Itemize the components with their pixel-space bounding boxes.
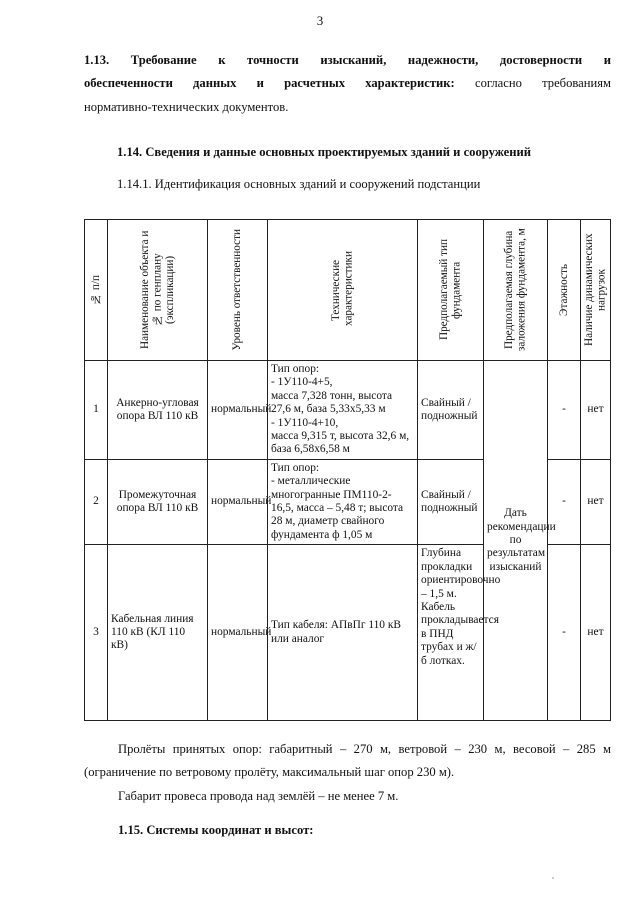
header-dynamic: Наличие динамических нагрузок: [581, 220, 611, 361]
identification-table: [84, 219, 611, 721]
header-name: Наименование объекта и № по генплану (экспликации): [108, 220, 208, 361]
section-113-line3: нормативно-технических документов.: [84, 100, 289, 114]
row-num: 1: [85, 361, 108, 460]
section-113-line2: [84, 72, 611, 96]
row-name: Промежуточная опора ВЛ 110 кВ: [108, 459, 208, 544]
section-114-subtitle: 1.14.1. Идентификация основных зданий и сооружений подстанции: [117, 177, 481, 191]
row-floors: -: [548, 459, 581, 544]
header-num: № п/п: [85, 220, 108, 361]
row-level: нормальный: [208, 361, 268, 460]
spans-para-line2: (ограничение по ветровому пролёту, максимальный шаг опор 230 м).: [84, 765, 455, 779]
section-115-title: 1.15. Системы координат и высот:: [118, 823, 314, 837]
row-name: Кабельная линия 110 кВ (КЛ 110 кВ): [108, 545, 208, 721]
row-foundation: Свайный / подножный: [418, 361, 484, 460]
page-number: 3: [316, 13, 324, 28]
clearance-para: Габарит провеса провода над землёй – не менее 7 м.: [118, 789, 399, 803]
header-foundation: Предполагаемый тип фундамента: [418, 220, 484, 361]
row-floors: -: [548, 361, 581, 460]
row-foundation: Глубина прокладки ориентировочно – 1,5 м. Кабель прокладывается в ПНД трубах и ж/б лотках.: [418, 545, 484, 721]
header-floors: Этажность: [548, 220, 581, 361]
spans-para-line1: Пролёты принятых опор: габаритный – 270 м, ветровой – 230 м, весовой – 285 м: [118, 742, 611, 756]
row-name: Анкерно-угловая опора ВЛ 110 кВ: [108, 361, 208, 460]
table-row: [85, 361, 611, 460]
row-dynamic: нет: [581, 361, 611, 460]
row-num: 2: [85, 459, 108, 544]
header-depth: Предполагаемая глубина заложения фундамента, м: [484, 220, 548, 361]
row-dynamic: нет: [581, 545, 611, 721]
row-level: нормальный: [208, 545, 268, 721]
row-tech: Тип опор: - металлические многогранные ПМ110-2-16,5, масса – 5,48 т; высота 28 м, диаметр свайного фундамента ф 1,05 м: [268, 459, 418, 544]
section-113-line2-rest: согласно требованиям: [454, 76, 611, 90]
header-level: Уровень ответственности: [208, 220, 268, 361]
section-113-line2-bold: обеспеченности данных и расчетных характеристик:: [84, 76, 455, 90]
scan-speck: [552, 877, 554, 879]
header-tech: Технические характеристики: [268, 220, 418, 361]
row-tech: Тип кабеля: АПвПг 110 кВ или аналог: [268, 545, 418, 721]
section-113-line1: 1.13. Требование к точности изысканий, надежности, достоверности и: [84, 53, 611, 67]
row-floors: -: [548, 545, 581, 721]
row-tech: Тип опор: - 1У110-4+5, масса 7,328 тонн, высота 27,6 м, база 5,33х5,33 м - 1У110-4+10, масса 9,315 т, высота 32,6 м, база 6,58х6,58 м: [268, 361, 418, 460]
row-dynamic: нет: [581, 459, 611, 544]
section-114-title: 1.14. Сведения и данные основных проектируемых зданий и сооружений: [117, 145, 532, 159]
row-num: 3: [85, 545, 108, 721]
row-level: нормальный: [208, 459, 268, 544]
row-foundation: Свайный / подножный: [418, 459, 484, 544]
table-header-row: [85, 220, 611, 361]
depth-merged-cell: Дать рекомендации по результатам изысканий: [484, 361, 548, 721]
